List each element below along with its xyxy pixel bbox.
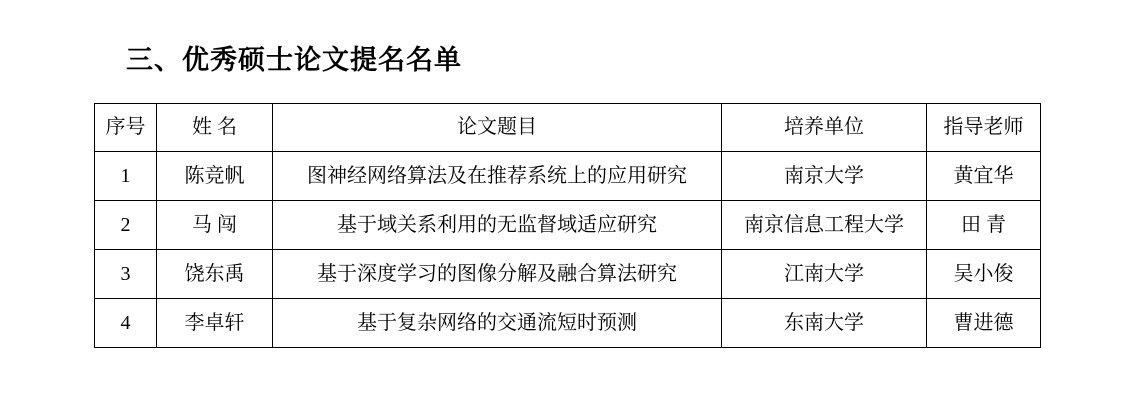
cell-thesis-title: 图神经网络算法及在推荐系统上的应用研究 (273, 152, 722, 201)
table-body (95, 152, 1041, 348)
column-header-title: 论文题目 (273, 104, 722, 152)
cell-thesis-title: 基于域关系利用的无监督域适应研究 (273, 201, 722, 250)
cell-unit: 江南大学 (722, 250, 927, 299)
nominee-table (94, 103, 1041, 348)
cell-advisor: 曹进德 (927, 299, 1041, 348)
table-header (95, 104, 1041, 152)
cell-advisor: 田 青 (927, 201, 1041, 250)
cell-index: 1 (95, 152, 157, 201)
table-row (95, 250, 1041, 299)
cell-name: 李卓轩 (157, 299, 273, 348)
nominee-table-container (94, 103, 1040, 348)
table-row (95, 152, 1041, 201)
cell-index: 3 (95, 250, 157, 299)
cell-index: 2 (95, 201, 157, 250)
cell-thesis-title: 基于深度学习的图像分解及融合算法研究 (273, 250, 722, 299)
cell-name: 马 闯 (157, 201, 273, 250)
page-title: 三、优秀硕士论文提名名单 (126, 45, 462, 76)
cell-index: 4 (95, 299, 157, 348)
cell-advisor: 黄宜华 (927, 152, 1041, 201)
cell-thesis-title: 基于复杂网络的交通流短时预测 (273, 299, 722, 348)
cell-unit: 南京大学 (722, 152, 927, 201)
cell-name: 饶东禹 (157, 250, 273, 299)
table-header-row (95, 104, 1041, 152)
cell-advisor: 吴小俊 (927, 250, 1041, 299)
table-row (95, 299, 1041, 348)
cell-unit: 东南大学 (722, 299, 927, 348)
cell-unit: 南京信息工程大学 (722, 201, 927, 250)
column-header-index: 序号 (95, 104, 157, 152)
table-row (95, 201, 1041, 250)
column-header-name: 姓 名 (157, 104, 273, 152)
column-header-unit: 培养单位 (722, 104, 927, 152)
column-header-advisor: 指导老师 (927, 104, 1041, 152)
cell-name: 陈竞帆 (157, 152, 273, 201)
